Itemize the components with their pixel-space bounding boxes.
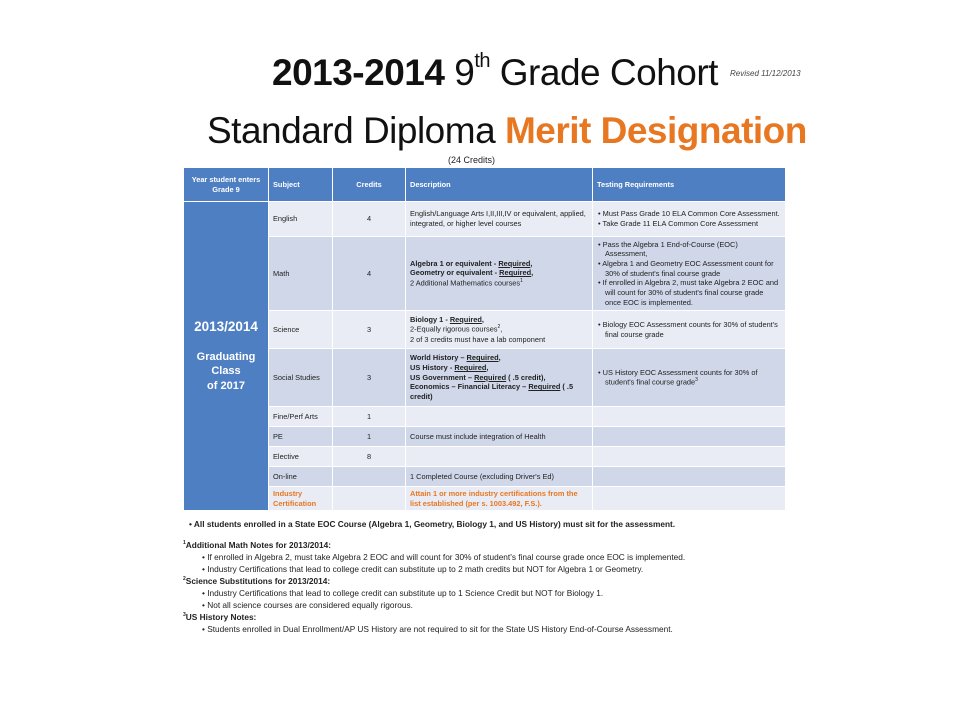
year-label: 2013/2014: [194, 319, 258, 335]
testing-cell: [593, 467, 786, 487]
table-row-math: [184, 237, 786, 311]
credits-cell: 4: [333, 202, 406, 237]
table-row-english: [184, 202, 786, 237]
credits-cell: 1: [333, 407, 406, 427]
testing-bullet: • Must Pass Grade 10 ELA Common Core Assessment.: [598, 209, 780, 219]
testing-bullet: • Biology EOC Assessment counts for 30% of student's final course grade: [598, 319, 778, 339]
description-cell: Biology 1 - Required, 2-Equally rigorous courses$^2$, 2 of 3 credits must have a lab component: [406, 311, 593, 349]
credits-cell: [333, 467, 406, 487]
subject-cell: Elective: [269, 447, 333, 467]
graduating-class-line1: Graduating Class: [196, 350, 256, 378]
description-cell: Attain 1 or more industry certifications from the list established (per s. 1003.492, F.S.).: [406, 487, 593, 511]
us-history-notes-heading: $^3$US History Notes:: [183, 612, 257, 623]
testing-bullet: • Pass the Algebra 1 End-of-Course (EOC) Assessment,: [598, 239, 738, 259]
description-cell: World History – Required, US History - Required, US Government – Required ( .5 credit), Economics – Financial Literacy – Required ( .5 credit): [406, 349, 593, 407]
credits-cell: [333, 487, 406, 511]
header-description: Description: [406, 168, 593, 202]
science-notes-heading: $^2$Science Substitutions for 2013/2014:: [183, 576, 331, 587]
subject-cell: Fine/Perf Arts: [269, 407, 333, 427]
testing-cell: [593, 447, 786, 467]
testing-cell: [593, 349, 786, 407]
testing-cell: [593, 407, 786, 427]
testing-cell: [593, 427, 786, 447]
table-row-elective: [184, 447, 786, 467]
table-header-row: [184, 168, 786, 202]
testing-bullet: • Take Grade 11 ELA Common Core Assessment: [598, 219, 759, 228]
credits-cell: 4: [333, 237, 406, 311]
testing-cell: [593, 311, 786, 349]
testing-bullet: • US History EOC Assessment counts for 30% of student's final course grade$^3$: [598, 367, 758, 387]
description-cell: English/Language Arts I,II,III,IV or equivalent, applied, integrated, or higher level courses: [406, 202, 593, 237]
credits-cell: 3: [333, 311, 406, 349]
header-testing: Testing Requirements: [593, 168, 786, 202]
testing-cell: [593, 487, 786, 511]
subject-cell: English: [269, 202, 333, 237]
credits-cell: 1: [333, 427, 406, 447]
description-cell: 1 Completed Course (excluding Driver's Ed): [406, 467, 593, 487]
header-year: Year student enters Grade 9: [184, 168, 269, 202]
testing-cell: [593, 202, 786, 237]
testing-bullet: • If enrolled in Algebra 2, must take Algebra 2 EOC and will count for 30% of student's final course grade once EOC is implemented.: [598, 278, 779, 307]
requirements-table: [183, 167, 786, 511]
math-notes-heading: $^1$Additional Math Notes for 2013/2014:: [183, 540, 332, 551]
title-years: 2013-2014: [272, 52, 445, 93]
table-row-industry-certification: [184, 487, 786, 511]
testing-cell: [593, 237, 786, 311]
year-cell: [184, 202, 269, 511]
revised-date: Revised 11/12/2013: [730, 69, 801, 78]
table-row-social-studies: [184, 349, 786, 407]
page-title: [272, 52, 718, 94]
science-note-item: • Industry Certifications that lead to college credit can substitute up to 1 Science Credit but NOT for Biology 1.: [202, 588, 604, 599]
table-row-pe: [184, 427, 786, 447]
title-ordinal: 9: [454, 52, 475, 93]
description-cell: Course must include integration of Health: [406, 427, 593, 447]
subject-cell: Social Studies: [269, 349, 333, 407]
subject-cell: Industry Certification: [269, 487, 333, 511]
testing-bullet: • Algebra 1 and Geometry EOC Assessment count for 30% of student's final course grade: [598, 259, 774, 278]
header-subject: Subject: [269, 168, 333, 202]
credits-note: (24 Credits): [448, 155, 496, 165]
subject-cell: PE: [269, 427, 333, 447]
subject-cell: Math: [269, 237, 333, 311]
us-history-note-item: • Students enrolled in Dual Enrollment/AP US History are not required to sit for the State US History End-of-Course Assessment.: [202, 624, 673, 635]
title-ordinal-suffix: th: [474, 50, 490, 72]
science-note-item: • Not all science courses are considered equally rigorous.: [202, 600, 413, 611]
page-subtitle: [207, 110, 807, 152]
header-credits: Credits: [333, 168, 406, 202]
subtitle-plain: Standard Diploma: [207, 110, 505, 151]
table-row-science: [184, 311, 786, 349]
description-cell: Algebra 1 or equivalent - Required, Geometry or equivalent - Required, 2 Additional Mathematics courses$^1$: [406, 237, 593, 311]
description-cell: [406, 447, 593, 467]
subject-cell: On-line: [269, 467, 333, 487]
math-note-item: • Industry Certifications that lead to college credit can substitute up to 2 math credits but NOT for Algebra 1 or Geometry.: [202, 564, 644, 575]
table-row-online: [184, 467, 786, 487]
math-note-item: • If enrolled in Algebra 2, must take Algebra 2 EOC and will count for 30% of student's final course grade once EOC is implemented.: [202, 552, 686, 563]
subject-cell: Science: [269, 311, 333, 349]
table-row-fine-arts: [184, 407, 786, 427]
credits-cell: 3: [333, 349, 406, 407]
subtitle-accent: Merit Designation: [504, 110, 807, 151]
title-rest: Grade Cohort: [490, 52, 718, 93]
description-cell: [406, 407, 593, 427]
credits-cell: 8: [333, 447, 406, 467]
all-students-note: • All students enrolled in a State EOC Course (Algebra 1, Geometry, Biology 1, and US History) must sit for the assessment.: [189, 519, 676, 529]
notes-section: [183, 518, 783, 635]
graduating-class-line2: of 2017: [207, 380, 245, 393]
